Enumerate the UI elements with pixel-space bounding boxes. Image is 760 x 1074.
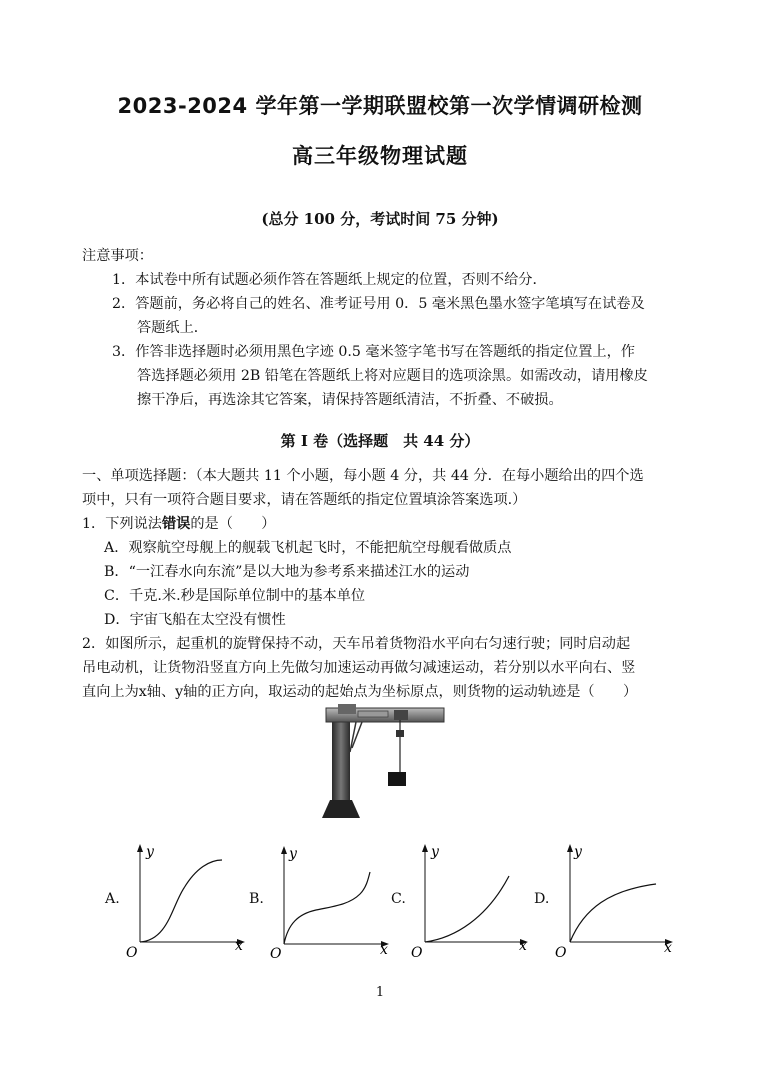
question-1-stem <box>82 512 276 536</box>
x-axis-label: x <box>519 938 527 954</box>
trajectory-curve <box>284 872 370 944</box>
question-2-option-c-label: C. <box>391 891 406 907</box>
notice-item-2: 2．答题前，务必将自己的姓名、准考证号用 0．5 毫米黑色墨水签字笔填写在试卷及 <box>112 296 645 312</box>
exam-info: (总分 100 分，考试时间 75 分钟) <box>261 210 499 228</box>
x-axis-label: x <box>664 940 672 956</box>
question-2-stem-cont: 吊电动机，让货物沿竖直方向上先做匀加速运动再做匀减速运动，若分别以水平向右、竖 <box>82 660 636 676</box>
question-2-option-b-label: B. <box>249 891 264 907</box>
question-2-stem-cont2: 直向上为x轴、y轴的正方向，取运动的起始点为坐标原点，则货物的运动轨迹是（ ） <box>82 684 638 700</box>
notice-item-3: 3．作答非选择题时必须用黑色字迹 0.5 毫米签字笔书写在答题纸的指定位置上，作 <box>112 344 635 360</box>
section-intro-cont: 项中，只有一项符合题目要求，请在答题纸的指定位置填涂答案选项.） <box>82 492 527 508</box>
y-axis-arrow-icon <box>567 844 573 852</box>
question-2-option-a-label: A. <box>105 891 120 907</box>
question-1-stem-suffix: 的是（ ） <box>190 516 276 532</box>
question-2-option-d-label: D. <box>534 891 550 907</box>
y-axis-arrow-icon <box>422 844 428 852</box>
exam-subject-title: 高三年级物理试题 <box>292 144 468 168</box>
origin-label: O <box>555 945 567 960</box>
notice-item-1: 1．本试卷中所有试题必须作答在答题纸上规定的位置，否则不给分． <box>112 272 547 288</box>
question-1-option-b: B．“一江春水向东流”是以大地为参考系来描述江水的运动 <box>104 564 470 580</box>
origin-label: O <box>270 946 282 962</box>
question-2-stem: 2．如图所示，起重机的旋臂保持不动，天车吊着货物沿水平向右匀速行驶；同时启动起 <box>82 636 631 652</box>
x-axis-label: x <box>235 938 243 954</box>
notice-item-3-cont: 答选择题必须用 2B 铅笔在答题纸上将对应题目的选项涂黑。如需改动，请用橡皮 <box>137 368 648 384</box>
y-axis-label: y <box>289 846 297 862</box>
section-intro: 一、单项选择题：（本大题共 11 个小题，每小题 4 分，共 44 分．在每小题给出的四个选 <box>82 468 644 484</box>
question-1-option-a: A．观察航空母舰上的舰载飞机起飞时，不能把航空母舰看做质点 <box>104 540 512 556</box>
exam-title: 2023-2024 学年第一学期联盟校第一次学情调研检测 <box>117 94 643 118</box>
x-axis-label: x <box>380 942 388 958</box>
notice-heading: 注意事项： <box>82 248 153 264</box>
y-axis-arrow-icon <box>281 846 287 854</box>
question-1-stem-emphasis: 错误 <box>161 516 191 532</box>
notice-item-2-cont: 答题纸上． <box>137 320 208 336</box>
y-axis-label: y <box>574 844 582 860</box>
graph-option-a <box>120 838 255 960</box>
crane-illustration <box>318 700 448 820</box>
notice-item-3-cont2: 擦干净后，再选涂其它答案，请保持答题纸清洁，不折叠、不破损。 <box>137 392 563 408</box>
page-number: 1 <box>375 985 385 1000</box>
question-1-option-c: C．千克.米.秒是国际单位制中的基本单位 <box>104 588 366 604</box>
origin-label: O <box>411 945 423 960</box>
graph-option-c <box>405 838 540 960</box>
trajectory-curve <box>570 884 656 942</box>
graph-option-b <box>264 840 399 962</box>
section-title: 第 I 卷（选择题 共 44 分） <box>280 432 480 450</box>
origin-label: O <box>126 945 138 960</box>
y-axis-label: y <box>146 844 154 860</box>
question-1-option-d: D．宇宙飞船在太空没有惯性 <box>104 612 286 628</box>
y-axis-label: y <box>431 844 439 860</box>
question-1-stem-prefix: 1．下列说法 <box>82 516 162 532</box>
trajectory-curve <box>425 876 509 942</box>
y-axis-arrow-icon <box>137 844 143 852</box>
graph-option-d <box>550 838 685 960</box>
trajectory-curve <box>140 860 222 942</box>
